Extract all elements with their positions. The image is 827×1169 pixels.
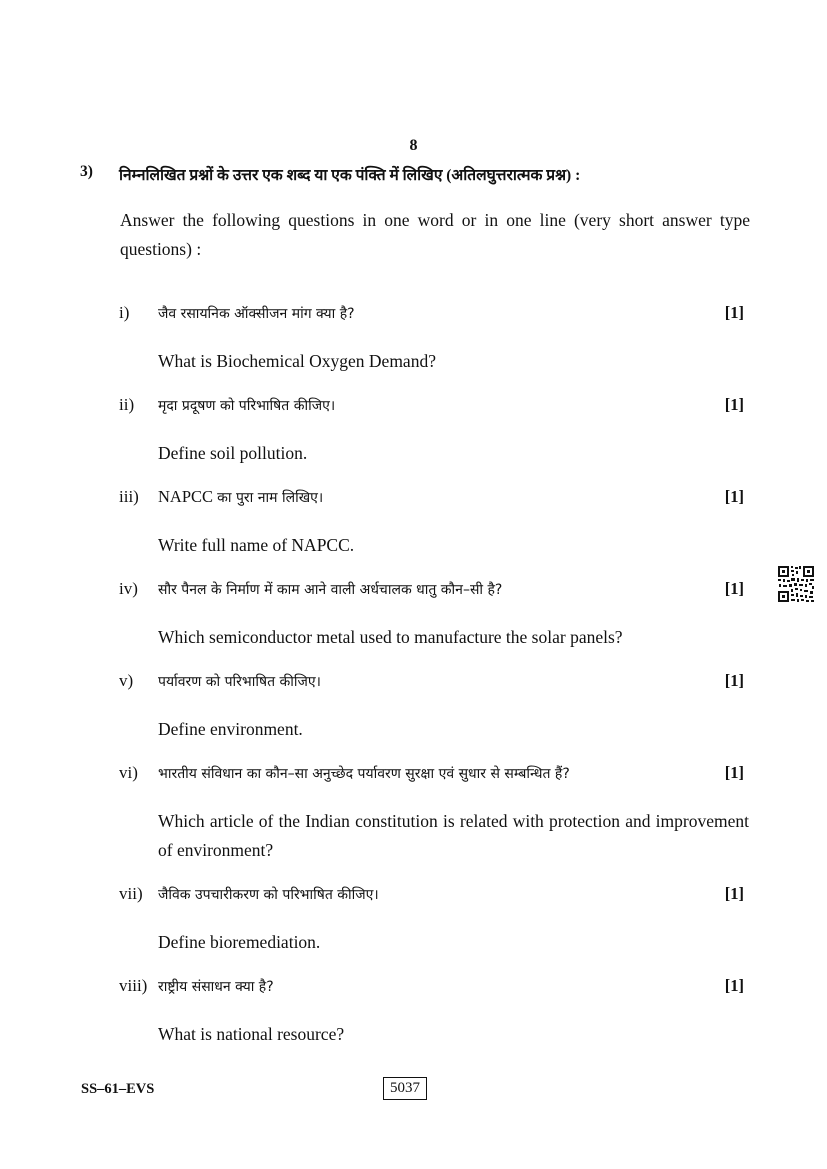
page-number: 8 bbox=[409, 137, 418, 154]
item-number: viii) bbox=[119, 976, 148, 995]
item-hindi: मृदा प्रदूषण को परिभाषित कीजिए। bbox=[158, 398, 336, 414]
item-marks: [1] bbox=[724, 395, 744, 414]
question-hindi: निम्नलिखित प्रश्नों के उत्तर एक शब्द या एक पंक्ति में लिखिए (अतिलघुत्तरात्मक प्रश्न) : bbox=[119, 167, 581, 184]
item-number: v) bbox=[119, 671, 134, 690]
item-number: vii) bbox=[119, 884, 143, 903]
item-english: What is Biochemical Oxygen Demand? bbox=[158, 351, 436, 371]
item-hindi bbox=[158, 487, 323, 507]
item-english: What is national resource? bbox=[158, 1024, 345, 1044]
paper-number-box: 5037 bbox=[383, 1077, 427, 1100]
item-english: Which semiconductor metal used to manufacture the solar panels? bbox=[158, 627, 623, 647]
item-number: iii) bbox=[119, 487, 139, 506]
item-number: i) bbox=[119, 303, 130, 322]
paper-code: SS–61–EVS bbox=[81, 1081, 155, 1097]
item-marks: [1] bbox=[724, 884, 744, 903]
item-marks: [1] bbox=[724, 487, 744, 506]
item-hindi: जैविक उपचारीकरण को परिभाषित कीजिए। bbox=[158, 887, 379, 903]
item-hindi-text: का पुरा नाम लिखिए। bbox=[217, 490, 324, 506]
item-hindi: पर्यावरण को परिभाषित कीजिए। bbox=[158, 674, 321, 690]
question-number: 3) bbox=[80, 163, 93, 180]
item-hindi: सौर पैनल के निर्माण में काम आने वाली अर्धचालक धातु कौन–सी है? bbox=[158, 582, 503, 598]
item-english: Write full name of NAPCC. bbox=[158, 535, 355, 555]
item-english: Define bioremediation. bbox=[158, 932, 321, 952]
item-marks: [1] bbox=[724, 303, 744, 322]
item-hindi: राष्ट्रीय संसाधन क्या है? bbox=[158, 979, 274, 995]
question-english: Answer the following questions in one word or in one line (very short answer type questions) : bbox=[120, 210, 750, 259]
item-marks: [1] bbox=[724, 763, 744, 782]
item-marks: [1] bbox=[724, 671, 744, 690]
item-marks: [1] bbox=[724, 579, 744, 598]
item-hindi: भारतीय संविधान का कौन–सा अनुच्छेद पर्यावरण सुरक्षा एवं सुधार से सम्बन्धित हैं? bbox=[158, 766, 570, 782]
item-marks: [1] bbox=[724, 976, 744, 995]
item-hindi-prefix: NAPCC bbox=[158, 487, 214, 506]
qr-code-icon bbox=[777, 565, 815, 603]
item-english: Define soil pollution. bbox=[158, 443, 308, 463]
item-number: iv) bbox=[119, 579, 138, 598]
item-number: vi) bbox=[119, 763, 138, 782]
item-english: Define environment. bbox=[158, 719, 303, 739]
item-english: Which article of the Indian constitution is related with protection and improvement of environment? bbox=[158, 811, 749, 860]
item-number: ii) bbox=[119, 395, 135, 414]
item-hindi: जैव रसायनिक ऑक्सीजन मांग क्या है? bbox=[158, 306, 355, 322]
